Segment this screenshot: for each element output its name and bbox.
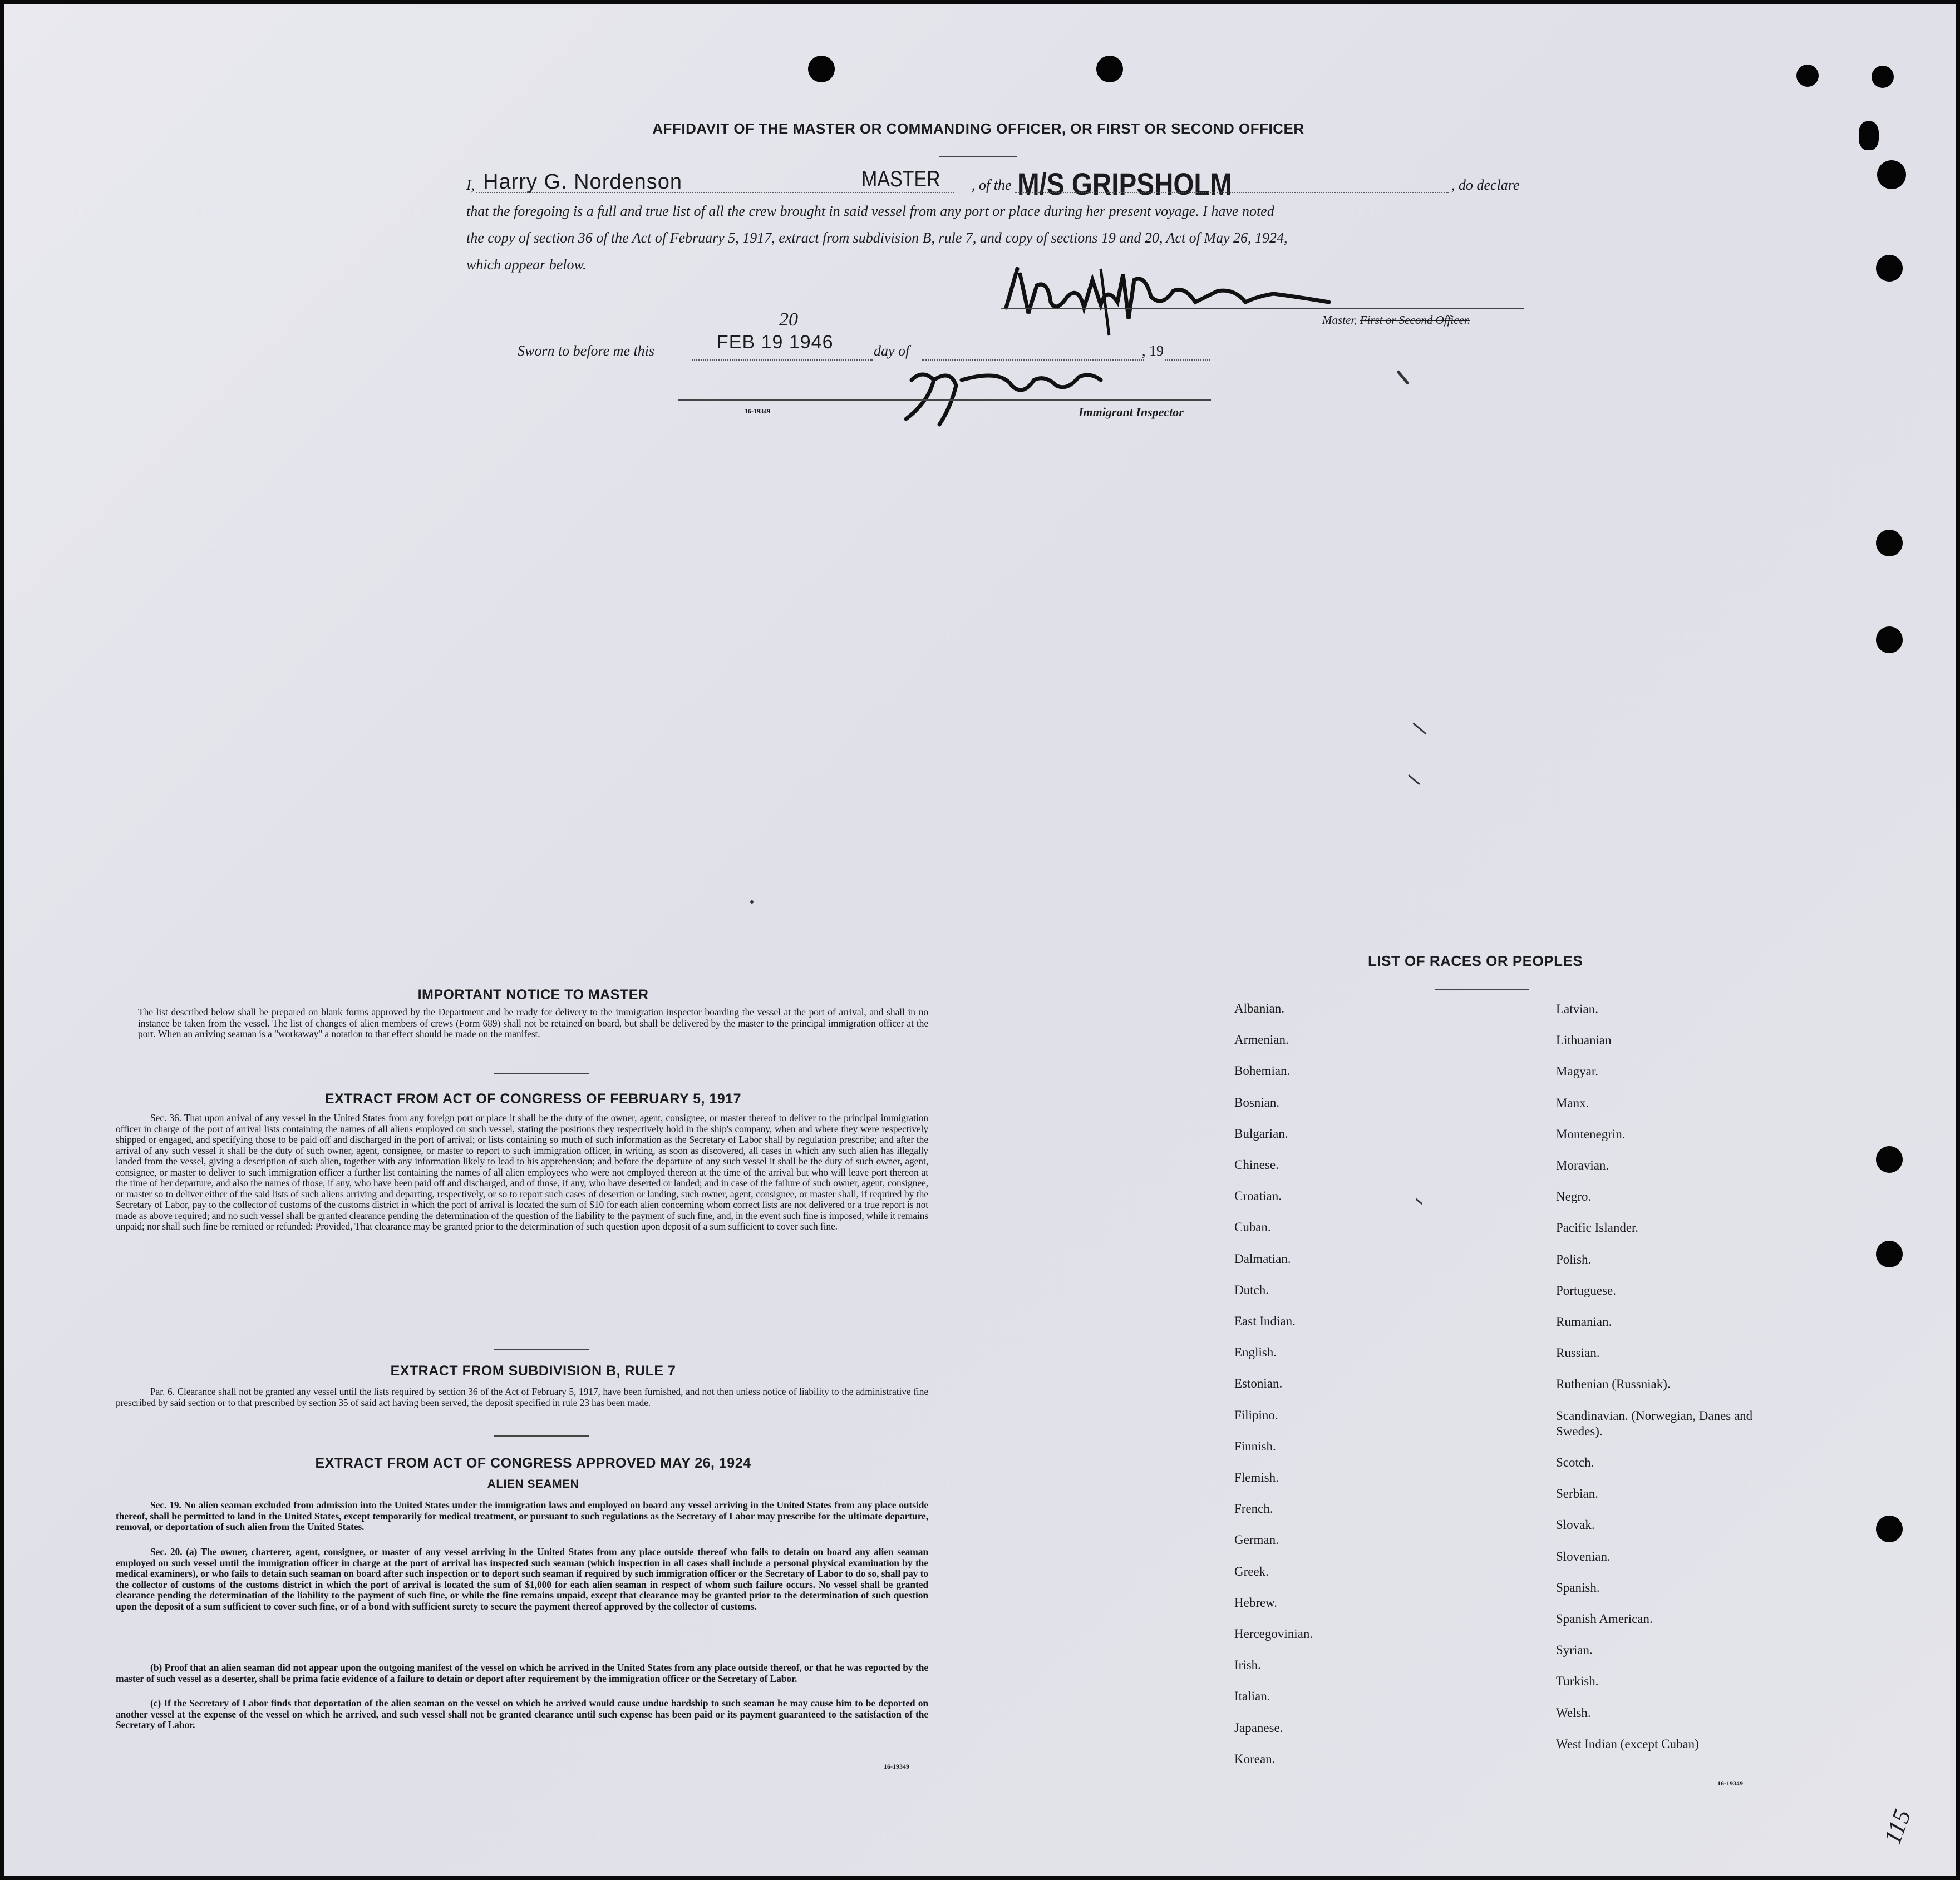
divider (1435, 989, 1529, 990)
race-item: Manx. (1556, 1096, 1589, 1110)
race-item: Welsh. (1556, 1705, 1591, 1720)
vessel-line (1015, 192, 1449, 193)
race-item: Bohemian. (1234, 1064, 1291, 1078)
race-item: Chinese. (1234, 1158, 1279, 1172)
notice-body: The list described below shall be prepared on blank forms approved by the Department and be ready for delivery to the immigration inspector boarding the vessel at the port of arrival, and shall in no instance be taken from the vessel. The list of changes of alien members of crews (Form 689) shall not be retained on board, but shall be delivered by the master to the principal immigration officer at the port. When an arriving seaman is a "workaway" a notation to that effect should be made on the manifest. (138, 1006, 928, 1039)
year-line (1165, 359, 1210, 361)
race-item: Armenian. (1234, 1033, 1289, 1047)
race-item: French. (1234, 1502, 1273, 1516)
race-item: East Indian. (1234, 1314, 1296, 1328)
race-item: Greek. (1234, 1564, 1269, 1578)
punch-hole (1876, 1146, 1903, 1173)
master-title: Master, First or Second Officer. (1322, 313, 1470, 327)
race-item: Russian. (1556, 1346, 1600, 1360)
race-item: Flemish. (1234, 1471, 1279, 1484)
divider (939, 156, 1017, 157)
race-item: Finnish. (1234, 1439, 1276, 1453)
race-item: West Indian (except Cuban) (1556, 1736, 1699, 1751)
race-item: Dalmatian. (1234, 1251, 1291, 1266)
affidavit-title: AFFIDAVIT OF THE MASTER OR COMMANDING OFFICER, OR FIRST OR SECOND OFFICER (652, 120, 1304, 137)
race-item: Hercegovinian. (1234, 1627, 1313, 1641)
race-item: Irish. (1234, 1658, 1261, 1672)
sworn-label: Sworn to before me this (518, 343, 655, 359)
sworn-date-line (692, 359, 873, 361)
races-title: LIST OF RACES OR PEOPLES (1368, 953, 1583, 969)
race-item: Filipino. (1234, 1408, 1278, 1422)
race-item: German. (1234, 1533, 1279, 1547)
race-item: Estonian. (1234, 1376, 1283, 1391)
declaration-text: that the foregoing is a full and true list of all the crew brought in said vessel from any port or place during her present voyage. I have noted the copy of section 36 of the Act of February 5, 1917, extract from subdivision B, rule 7, and copy of sections 19 and 20, Act of May 26, 1924, which appear below. (466, 203, 1288, 273)
master-signature (995, 263, 1340, 341)
punch-hole (1876, 1241, 1903, 1267)
punch-hole (1876, 530, 1903, 556)
subdivision-body: Par. 6. Clearance shall not be granted any vessel until the lists required by section 36 of the Act of February 5, 1917, have been furnished, and not then unless notice of liability to the administrative fine prescribed by said section or to that prescribed by section 35 of said act having been served, the deposit specified in rule 23 has been made. (116, 1386, 928, 1408)
race-item: English. (1234, 1345, 1277, 1360)
sworn-date-stamp: FEB 19 1946 (717, 332, 834, 353)
rank-stamp: MASTER (861, 167, 940, 191)
form-number-right: 16-19349 (1717, 1779, 1743, 1787)
notice-title: IMPORTANT NOTICE TO MASTER (417, 987, 649, 1003)
race-item: Bulgarian. (1234, 1126, 1288, 1141)
extract-1917-title: EXTRACT FROM ACT OF CONGRESS OF FEBRUARY 5, 1917 (324, 1091, 742, 1107)
inspector-line (678, 399, 1211, 401)
sec-20c: (c) If the Secretary of Labor finds that deportation of the alien seaman on the vessel on which he arrived would cause undue hardship to such seaman he may cause him to be deported on another vessel at the expense of the vessel on which he arrived, and such vessel shall not be granted clearance until such expense has been paid or its payment guaranteed to the satisfaction of the Secretary of Labor. (116, 1698, 928, 1730)
race-item: Pacific Islander. (1556, 1221, 1639, 1235)
race-item: Dutch. (1234, 1282, 1269, 1297)
race-item: Slovenian. (1556, 1549, 1611, 1563)
label-do-declare: , do declare (1451, 177, 1520, 193)
race-item: Scotch. (1556, 1455, 1594, 1469)
race-item: Spanish. (1556, 1580, 1600, 1595)
master-name: Harry G. Nordenson (483, 170, 683, 194)
punch-hole (1859, 121, 1879, 150)
divider (494, 1073, 589, 1074)
race-item: Albanian. (1234, 1001, 1285, 1015)
subdivision-title: EXTRACT FROM SUBDIVISION B, RULE 7 (390, 1363, 676, 1379)
race-item: Turkish. (1556, 1674, 1599, 1689)
race-item: Scandinavian. (Norwegian, Danes and Swedes). (1556, 1408, 1753, 1438)
stray-mark (750, 900, 754, 904)
race-item: Italian. (1234, 1689, 1270, 1704)
race-item: Serbian. (1556, 1487, 1599, 1501)
punch-hole (1872, 66, 1894, 88)
race-item: Montenegrin. (1556, 1127, 1626, 1141)
punch-hole (1876, 626, 1903, 653)
race-item: Slovak. (1556, 1518, 1595, 1532)
handwritten-page-mark: 115 (1878, 1805, 1917, 1848)
day-of-label: day of (874, 343, 910, 359)
race-item: Negro. (1556, 1190, 1592, 1204)
stray-mark (1408, 774, 1420, 785)
race-item: Japanese. (1234, 1720, 1283, 1735)
stray-mark (1396, 370, 1409, 384)
race-item: Croatian. (1234, 1189, 1282, 1203)
punch-hole (1876, 255, 1903, 282)
stray-mark (1416, 1198, 1423, 1205)
sworn-day-handwritten: 20 (779, 309, 798, 330)
race-item: Hebrew. (1234, 1595, 1278, 1610)
divider (494, 1349, 589, 1350)
race-item: Moravian. (1556, 1158, 1609, 1172)
race-item: Latvian. (1556, 1002, 1598, 1016)
punch-hole (1096, 56, 1123, 82)
race-item: Lithuanian (1556, 1033, 1612, 1048)
sec-20b: (b) Proof that an alien seaman did not appear upon the outgoing manifest of the vessel on which he arrived in the United States from any place outside thereof, or that he was reported by the master of such vessel as a deserter, shall be prima facie evidence of a failure to detain or deport after requirement by the immigration officer or the Secretary of Labor. (116, 1662, 928, 1684)
sec-19: Sec. 19. No alien seaman excluded from admission into the United States under the immigration laws and employed on board any vessel arriving in the United States from any place outside thereof, shall be permitted to land in the United States, except temporarily for medical treatment, or pursuant to such regulations as the Secretary of Labor may prescribe for the ultimate departure, removal, or deportation of such alien from the United States. (116, 1499, 928, 1532)
race-item: Syrian. (1556, 1643, 1593, 1657)
signature-line (1001, 308, 1524, 309)
punch-hole (1877, 160, 1906, 189)
vessel-name: M/S GRIPSHOLM (1017, 166, 1233, 201)
sec-20a: Sec. 20. (a) The owner, charterer, agent, consignee, or master of any vessel arriving in the United States from any place outside thereof who fails to detain on board any alien seaman employed on such vessel until the immigration officer in charge at the port of arrival has inspected such seaman (which inspection in all cases shall include a personal physical examination by the medical examiners), or who fails to detain such seaman on board after such inspection or to deport such seaman if required by such immigration officer or the Secretary of Labor to do so, shall pay to the collector of customs of the customs district in which the port of arrival is located the sum of $1,000 for each alien seaman in respect of whom such failure occurs. No vessel shall be granted clearance pending the determination of the liability to the payment of such fine, or while the fine remains unpaid, except that clearance may be granted prior to the determination of such question upon the deposit of a sum sufficient to cover such fine, or of a bond with sufficient surety to secure the payment thereof approved by the collector of customs. (116, 1546, 928, 1612)
race-item: Cuban. (1234, 1220, 1271, 1235)
alien-seamen-subtitle: ALIEN SEAMEN (487, 1478, 579, 1491)
name-line (476, 192, 954, 193)
label-of-the: , of the (972, 177, 1012, 193)
inspector-title: Immigrant Inspector (1079, 405, 1184, 419)
race-item: Spanish American. (1556, 1611, 1653, 1626)
race-item: Magyar. (1556, 1064, 1599, 1079)
affidavit-page (4, 4, 1956, 1876)
label-i: I, (466, 177, 475, 193)
punch-hole (1876, 1516, 1903, 1542)
form-number-left: 16-19349 (884, 1763, 909, 1770)
race-item: Korean. (1234, 1751, 1276, 1766)
race-item: Portuguese. (1556, 1283, 1616, 1297)
divider (494, 1435, 589, 1437)
punch-hole (808, 56, 835, 82)
punch-hole (1796, 65, 1819, 87)
race-item: Polish. (1556, 1252, 1592, 1266)
year-prefix: , 19 (1142, 343, 1164, 359)
stray-mark (1413, 723, 1427, 735)
race-item: Bosnian. (1234, 1095, 1280, 1109)
extract-1917-body: Sec. 36. That upon arrival of any vessel in the United States from any foreign port or place it shall be the duty of the owner, agent, consignee, or master thereof to deliver to the principal immigration officer in charge of the port of arrival lists containing the names of all aliens employed on such vessel, stating the positions they respectively hold in the ship's company, when and where they were respectively shipped or engaged, and specifying those to be paid off and discharged in the port of arrival; or lists containing so much of such information as the Secretary of Labor shall by regulation prescribe; and after the arrival of any such vessel it shall be the duty of such owner, agent, consignee, or master to report to such immigration officer, in writing, as soon as discovered, all cases in which any such alien has illegally landed from the vessel, giving a description of such alien, together with any information likely to lead to his apprehension; and before the departure of any such vessel it shall be the duty of such owner, agent, consignee, or master to deliver to such immigration officer a further list containing the names of all alien employees who were not employed thereon at the time of the arrival but who will leave port thereon at the time of her departure, and also the names of those, if any, who have been paid off and discharged, and of those, if any, who have deserted or landed; and in case of the failure of such owner, agent, consignee, or master so to deliver either of the said lists of such aliens arriving and departing, respectively, or so to report such cases of desertion or landing, such owner, agent, consignee, or master shall, if required by the Secretary of Labor, pay to the collector of customs of the customs district in which the port of arrival is located the sum of $10 for each alien concerning whom correct lists are not delivered or a true report is not made as above required; and no such vessel shall be granted clearance pending the determination of the question of the liability to the payment of such fine, and, in the event such fine is imposed, while it remains unpaid; nor shall such fine be remitted or refunded: Provided, That clearance may be granted prior to the determination of such question upon deposit of a sum sufficient to cover such fine. (116, 1112, 928, 1232)
form-number: 16-19349 (745, 407, 770, 415)
extract-1924-title: EXTRACT FROM ACT OF CONGRESS APPROVED MAY 26, 1924 (315, 1455, 751, 1471)
race-item: Rumanian. (1556, 1315, 1612, 1329)
race-item: Ruthenian (Russniak). (1556, 1377, 1671, 1392)
